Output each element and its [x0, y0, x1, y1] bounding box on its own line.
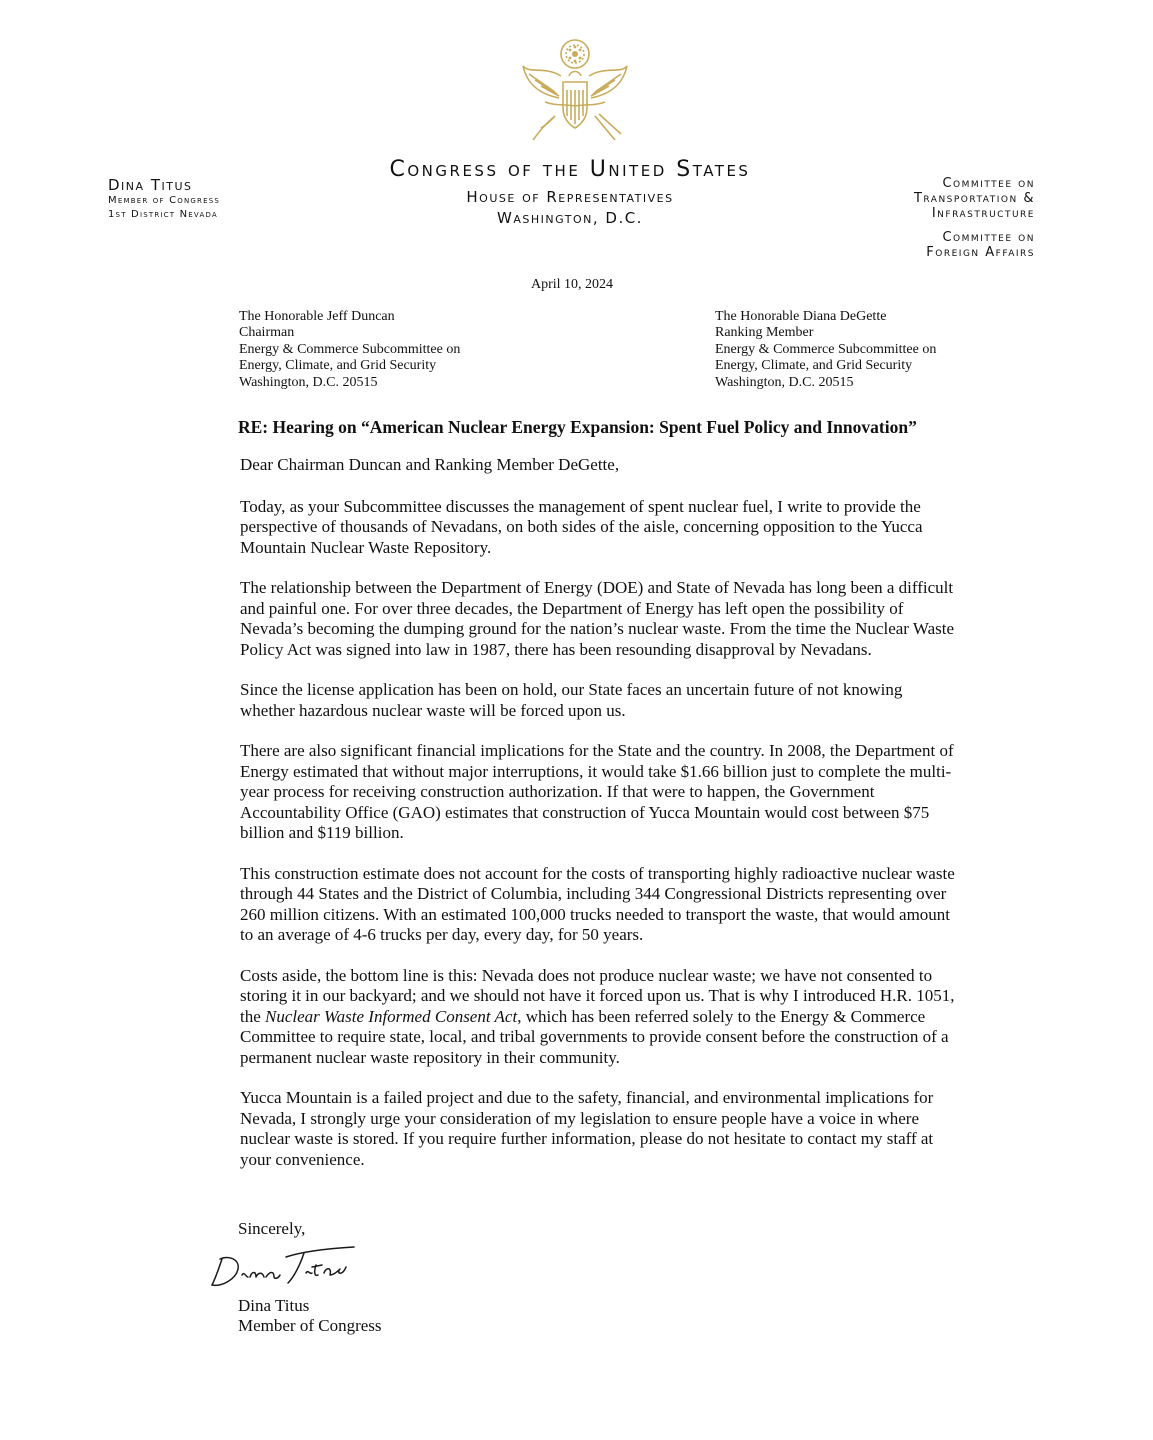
address-line: The Honorable Jeff Duncan: [239, 309, 395, 324]
committees-block: [914, 176, 1035, 260]
bill-title: Nuclear Waste Informed Consent Act: [265, 1006, 518, 1026]
address-line: Energy & Commerce Subcommittee on: [239, 341, 461, 357]
signer-name: Dina Titus: [238, 1296, 310, 1315]
address-line: Energy, Climate, and Grid Security: [715, 358, 913, 374]
great-seal-eagle-icon: [515, 36, 635, 148]
committee-label: Committee on: [942, 176, 1035, 191]
address-line: The Honorable Diana DeGette: [715, 309, 887, 324]
letter-body: [240, 455, 960, 1190]
paragraph-text: , which has been referred solely to the Energy & Commerce Committee to require state, local, and tribal governments to provide consent before the construction of a permanent nuclear waste repository in their community.: [240, 1006, 949, 1067]
committee-name: Foreign Affairs: [926, 245, 1035, 260]
paragraph-text: Costs aside, the bottom line is this: Nevada does not produce nuclear waste; we have not consented to storing it in our backyard; and we should not have it forced upon us. That is why I introduced H.R. 1051, the: [240, 965, 955, 1026]
paragraph: Yucca Mountain is a failed project and due to the safety, financial, and environmental implications for Nevada, I strongly urge your consideration of my legislation to ensure people have a voice in where nuclear waste is stored. If you require further information, please do not hesitate to contact my staff at your convenience.: [240, 1088, 934, 1169]
city: Washington, D.C.: [497, 209, 643, 227]
committee-name: Infrastructure: [931, 206, 1035, 221]
handwritten-signature: [208, 1243, 358, 1291]
paragraph: [240, 966, 960, 1069]
member-block: [108, 176, 220, 222]
committee-name: Transportation &: [913, 191, 1035, 206]
signer-title: Member of Congress: [238, 1316, 382, 1335]
address-line: Washington, D.C. 20515: [715, 374, 854, 390]
recipient-address: [239, 309, 460, 391]
address-line: Energy & Commerce Subcommittee on: [715, 341, 937, 357]
committee-label: Committee on: [942, 230, 1035, 245]
house-name: House of Representatives: [466, 188, 674, 206]
paragraph: The relationship between the Department of Energy (DOE) and State of Nevada has long been a difficult and painful one. For over three decades, the Department of Energy has left open the possibility of Nevada’s becoming the dumping ground for the nation’s nuclear waste. From the time the Nuclear Waste Policy Act was signed into law in 1987, there has been resounding disapproval by Nevadans.: [240, 578, 955, 659]
paragraph: This construction estimate does not account for the costs of transporting highly radioactive nuclear waste through 44 States and the District of Columbia, including 344 Congressional Districts representing over 260 million citizens. With an estimated 100,000 trucks needed to transport the waste, that would amount to an average of 4-6 trucks per day, every day, for 50 years.: [240, 863, 955, 944]
paragraph: Since the license application has been on hold, our State faces an uncertain future of not knowing whether hazardous nuclear waste will be forced upon us.: [240, 680, 903, 720]
member-name: Dina Titus: [108, 176, 193, 194]
address-line: Energy, Climate, and Grid Security: [239, 358, 437, 374]
congress-title: Congress of the United States: [389, 157, 751, 182]
closing: Sincerely,: [238, 1219, 306, 1238]
address-line: Ranking Member: [715, 325, 814, 341]
address-line: Washington, D.C. 20515: [239, 374, 378, 390]
address-line: Chairman: [239, 325, 295, 341]
member-title: Member of Congress: [108, 195, 220, 206]
letterhead-header: [300, 157, 840, 227]
paragraph: There are also significant financial implications for the State and the country. In 2008, the Department of Energy estimated that without major interruptions, it would take $1.66 billion just to complete the multi-year process for receiving construction authorization. If that were to happen, the Government Accountability Office (GAO) estimates that construction of Yucca Mountain would cost between $75 billion and $119 billion.: [240, 741, 954, 842]
signer-block: [238, 1296, 382, 1336]
subject-line: RE: Hearing on “American Nuclear Energy Expansion: Spent Fuel Policy and Innovation”: [238, 417, 917, 437]
paragraph: Today, as your Subcommittee discusses the management of spent nuclear fuel, I write to provide the perspective of thousands of Nevadans, on both sides of the aisle, concerning opposition to the Yucca Mountain Nuclear Waste Repository.: [240, 496, 923, 557]
salutation: Dear Chairman Duncan and Ranking Member DeGette,: [240, 455, 620, 474]
member-district: 1st District Nevada: [108, 209, 218, 220]
recipient-address: [715, 309, 936, 391]
letter-date: April 10, 2024: [531, 277, 614, 292]
